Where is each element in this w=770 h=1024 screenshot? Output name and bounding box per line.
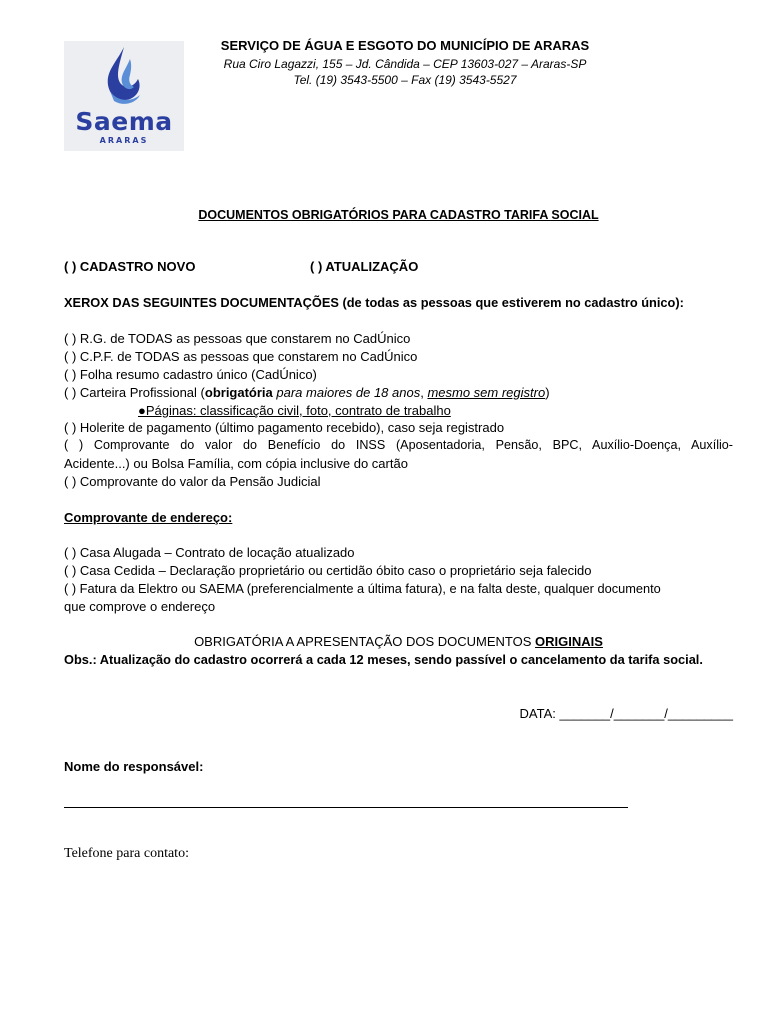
- responsible-signature-line[interactable]: [64, 807, 628, 808]
- obs-note: Obs.: Atualização do cadastro ocorrerá a cada 12 meses, sendo passível o cancelamento da tarifa social.: [64, 652, 703, 667]
- carteira-sep: ,: [420, 385, 428, 400]
- xerox-heading: XEROX DAS SEGUINTES DOCUMENTAÇÕES (de todas as pessoas que estiverem no cadastro único):: [64, 295, 684, 310]
- addr-cedida: ( ) Casa Cedida – Declaração proprietário ou certidão óbito caso o proprietário seja falecido: [64, 563, 592, 578]
- doc-pensao: ( ) Comprovante do valor da Pensão Judicial: [64, 474, 321, 489]
- obligatory-originals: [64, 634, 733, 649]
- saema-logo: [64, 41, 184, 151]
- date-field[interactable]: DATA: _______/_______/_________: [519, 706, 733, 721]
- obligatory-prefix: OBRIGATÓRIA A APRESENTAÇÃO DOS DOCUMENTOS: [194, 634, 536, 649]
- carteira-suffix: ): [545, 385, 550, 400]
- doc-carteira: [64, 385, 550, 400]
- logo-wordmark: Saema: [75, 107, 173, 136]
- header-title: SERVIÇO DE ÁGUA E ESGOTO DO MUNICÍPIO DE ARARAS: [220, 38, 590, 53]
- carteira-sem-registro: mesmo sem registro: [427, 385, 546, 400]
- document-title: DOCUMENTOS OBRIGATÓRIOS PARA CADASTRO TARIFA SOCIAL: [198, 208, 599, 222]
- logo-city: ARARAS: [99, 136, 149, 145]
- header-address: Rua Ciro Lagazzi, 155 – Jd. Cândida – CEP 13603-027 – Araras-SP: [223, 57, 587, 71]
- doc-inss-line2: Acidente...) ou Bolsa Família, com cópia inclusive do cartão: [64, 456, 408, 471]
- doc-paginas: ●Páginas: classificação civil, foto, contrato de trabalho: [138, 403, 451, 418]
- obligatory-originais: ORIGINAIS: [535, 634, 603, 649]
- address-heading: Comprovante de endereço:: [64, 510, 233, 525]
- carteira-prefix: ( ) Carteira Profissional (: [64, 385, 205, 400]
- doc-inss-line1: ( ) Comprovante do valor do Benefício do INSS (Aposentadoria, Pensão, BPC, Auxílio-Doença, Auxílio-: [64, 438, 733, 452]
- carteira-maiores: para maiores de 18 anos: [272, 385, 421, 400]
- responsible-label: Nome do responsável:: [64, 759, 204, 774]
- addr-fatura-line1: ( ) Fatura da Elektro ou SAEMA (preferencialmente a última fatura), e na falta deste, qualquer documento: [64, 581, 661, 596]
- option-new[interactable]: ( ) CADASTRO NOVO: [64, 259, 196, 274]
- addr-alugada: ( ) Casa Alugada – Contrato de locação atualizado: [64, 545, 355, 560]
- doc-cpf: ( ) C.P.F. de TODAS as pessoas que constarem no CadÚnico: [64, 349, 418, 364]
- doc-rg: ( ) R.G. de TODAS as pessoas que constarem no CadÚnico: [64, 331, 411, 346]
- addr-fatura-line2: que comprove o endereço: [64, 599, 216, 614]
- phone-contact-label: Telefone para contato:: [64, 846, 189, 861]
- doc-holerite: ( ) Holerite de pagamento (último pagamento recebido), caso seja registrado: [64, 420, 505, 435]
- option-update[interactable]: ( ) ATUALIZAÇÃO: [310, 259, 419, 274]
- header-phone: Tel. (19) 3543-5500 – Fax (19) 3543-5527: [293, 73, 517, 87]
- doc-folha: ( ) Folha resumo cadastro único (CadÚnico): [64, 367, 317, 382]
- carteira-obrigatoria: obrigatória: [204, 385, 273, 400]
- water-drop-icon: [64, 41, 184, 111]
